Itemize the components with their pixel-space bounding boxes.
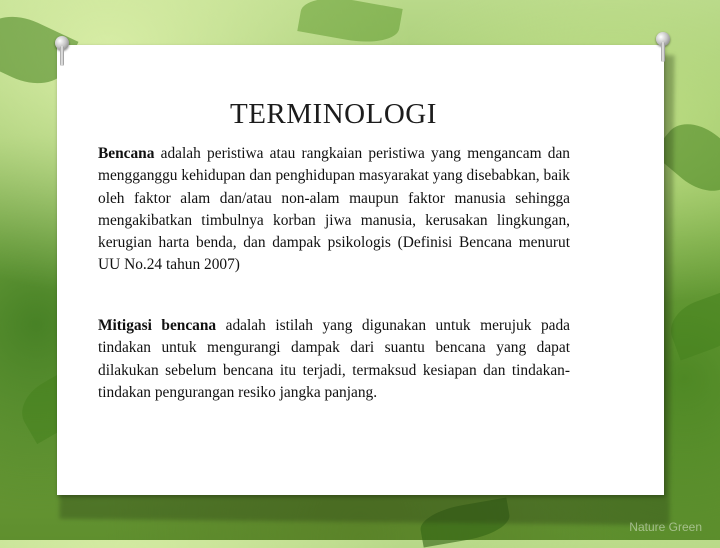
theme-watermark: Nature Green: [629, 520, 702, 534]
definition-bencana: adalah peristiwa atau rangkaian peristiwa yang mengancam dan mengganggu kehidupan dan penghidupan masyarakat yang disebabkan, baik oleh faktor alam dan/atau non-alam maupun faktor manusia sehingga mengakibatkan timbulnya korban jiwa manusia, kerusakan lingkungan, kerugian harta benda, dan dampak psikologis (Definisi Bencana menurut UU No.24 tahun 2007): [98, 145, 570, 274]
leaf-decoration: [297, 0, 402, 48]
pushpin-icon-left: [55, 36, 69, 66]
pushpin-icon-right: [656, 32, 670, 62]
term-mitigasi: Mitigasi bencana: [98, 317, 217, 334]
slide-title: TERMINOLOGI: [230, 98, 437, 130]
paragraph-bencana: [98, 143, 570, 277]
term-bencana: Bencana: [98, 145, 155, 162]
paragraph-mitigasi: [98, 315, 570, 404]
leaf-decoration: [664, 290, 720, 361]
definition-mitigasi: adalah istilah yang digunakan untuk merujuk pada tindakan untuk mengurangi dampak dari suantu bencana yang dapat dilakukan sebelum bencana itu terjadi, termaksud kesiapan dan tindakan-tindakan pengurangan resiko jangka panjang.: [98, 317, 570, 401]
